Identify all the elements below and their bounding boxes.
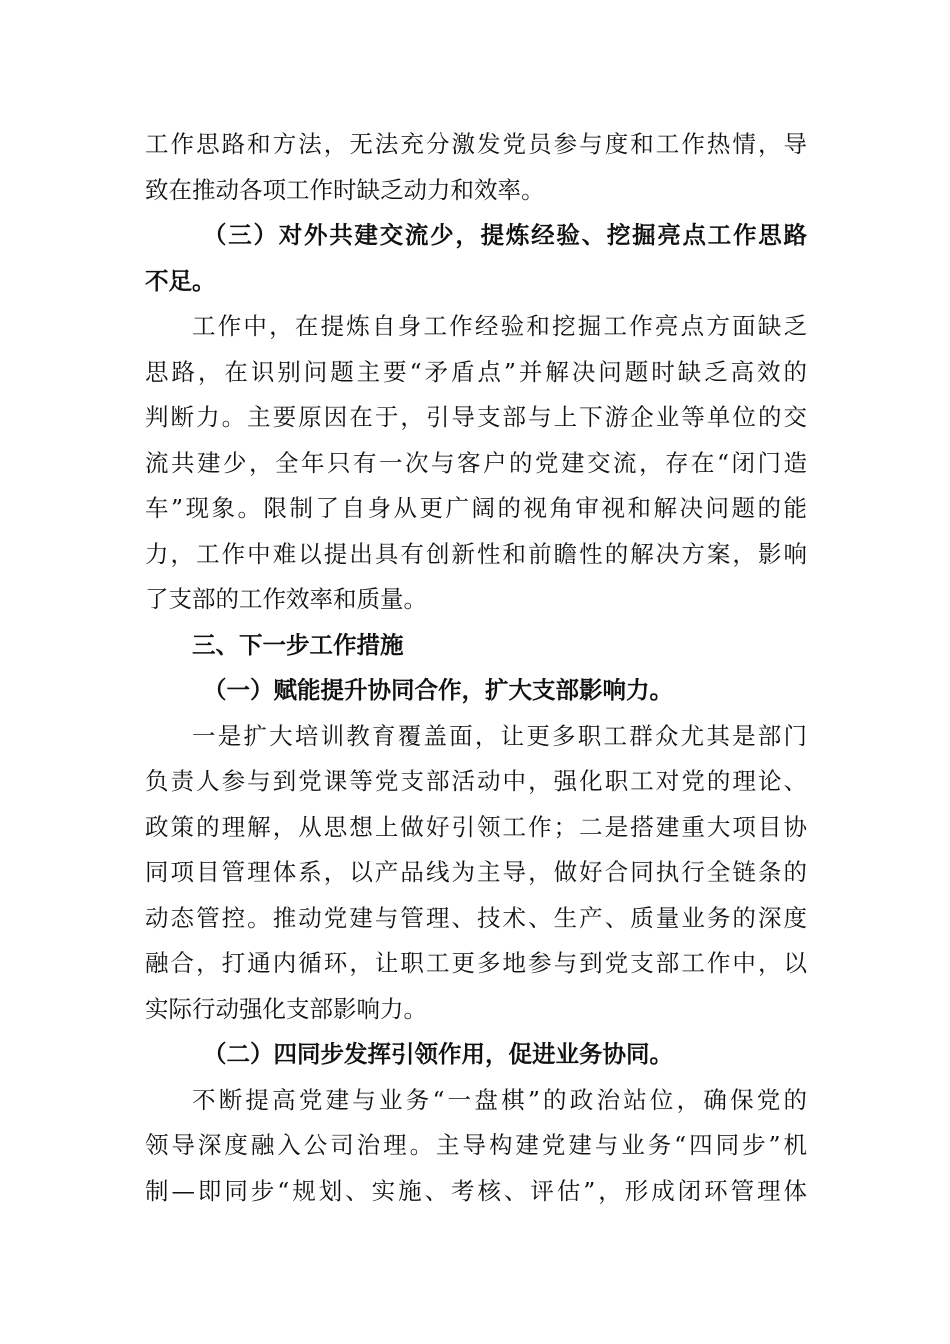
- section-subheading: （一）赋能提升协同合作，扩大支部影响力。: [203, 676, 673, 704]
- paragraph-line: 判断力。主要原因在于，引导支部与上下游企业等单位的交: [145, 403, 807, 431]
- paragraph-line: 工作思路和方法，无法充分激发党员参与度和工作热情，导: [145, 130, 807, 158]
- paragraph-line: 致在推动各项工作时缺乏动力和效率。: [145, 175, 545, 204]
- paragraph-line: 领导深度融入公司治理。主导构建党建与业务“四同步”机: [145, 1131, 807, 1159]
- paragraph-line: 力，工作中难以提出具有创新性和前瞻性的解决方案，影响: [145, 539, 807, 568]
- paragraph-line: 融合，打通内循环，让职工更多地参与到党支部工作中，以: [145, 949, 807, 977]
- section-subheading: （三）对外共建交流少，提炼经验、挖掘亮点工作思路: [203, 221, 807, 249]
- paragraph-line: 动态管控。推动党建与管理、技术、生产、质量业务的深度: [145, 903, 807, 932]
- paragraph-line: 同项目管理体系，以产品线为主导，做好合同执行全链条的: [145, 858, 807, 886]
- paragraph-line: 不断提高党建与业务“一盘棋”的政治站位，确保党的: [192, 1085, 807, 1114]
- paragraph-line: 思路，在识别问题主要“矛盾点”并解决问题时缺乏高效的: [145, 357, 807, 386]
- section-heading: 三、下一步工作措施: [192, 630, 404, 659]
- section-subheading-cont: 不足。: [145, 266, 216, 295]
- paragraph-line: 实际行动强化支部影响力。: [145, 994, 427, 1023]
- paragraph-line: 了支部的工作效率和质量。: [145, 585, 427, 613]
- paragraph-line: 一是扩大培训教育覆盖面，让更多职工群众尤其是部门: [192, 721, 807, 750]
- paragraph-line: 负责人参与到党课等党支部活动中，强化职工对党的理论、: [145, 767, 807, 795]
- paragraph-line: 流共建少，全年只有一次与客户的党建交流，存在“闭门造: [145, 448, 807, 477]
- paragraph-line: 车”现象。限制了自身从更广阔的视角审视和解决问题的能: [145, 494, 807, 522]
- document-page: [145, 122, 807, 1214]
- paragraph-line: 工作中，在提炼自身工作经验和挖掘工作亮点方面缺乏: [192, 312, 807, 340]
- paragraph-line: 制—即同步“规划、实施、考核、评估”，形成闭环管理体: [145, 1176, 807, 1205]
- paragraph-line: 政策的理解，从思想上做好引领工作；二是搭建重大项目协: [145, 812, 807, 841]
- section-subheading: （二）四同步发挥引领作用，促进业务协同。: [203, 1040, 673, 1068]
